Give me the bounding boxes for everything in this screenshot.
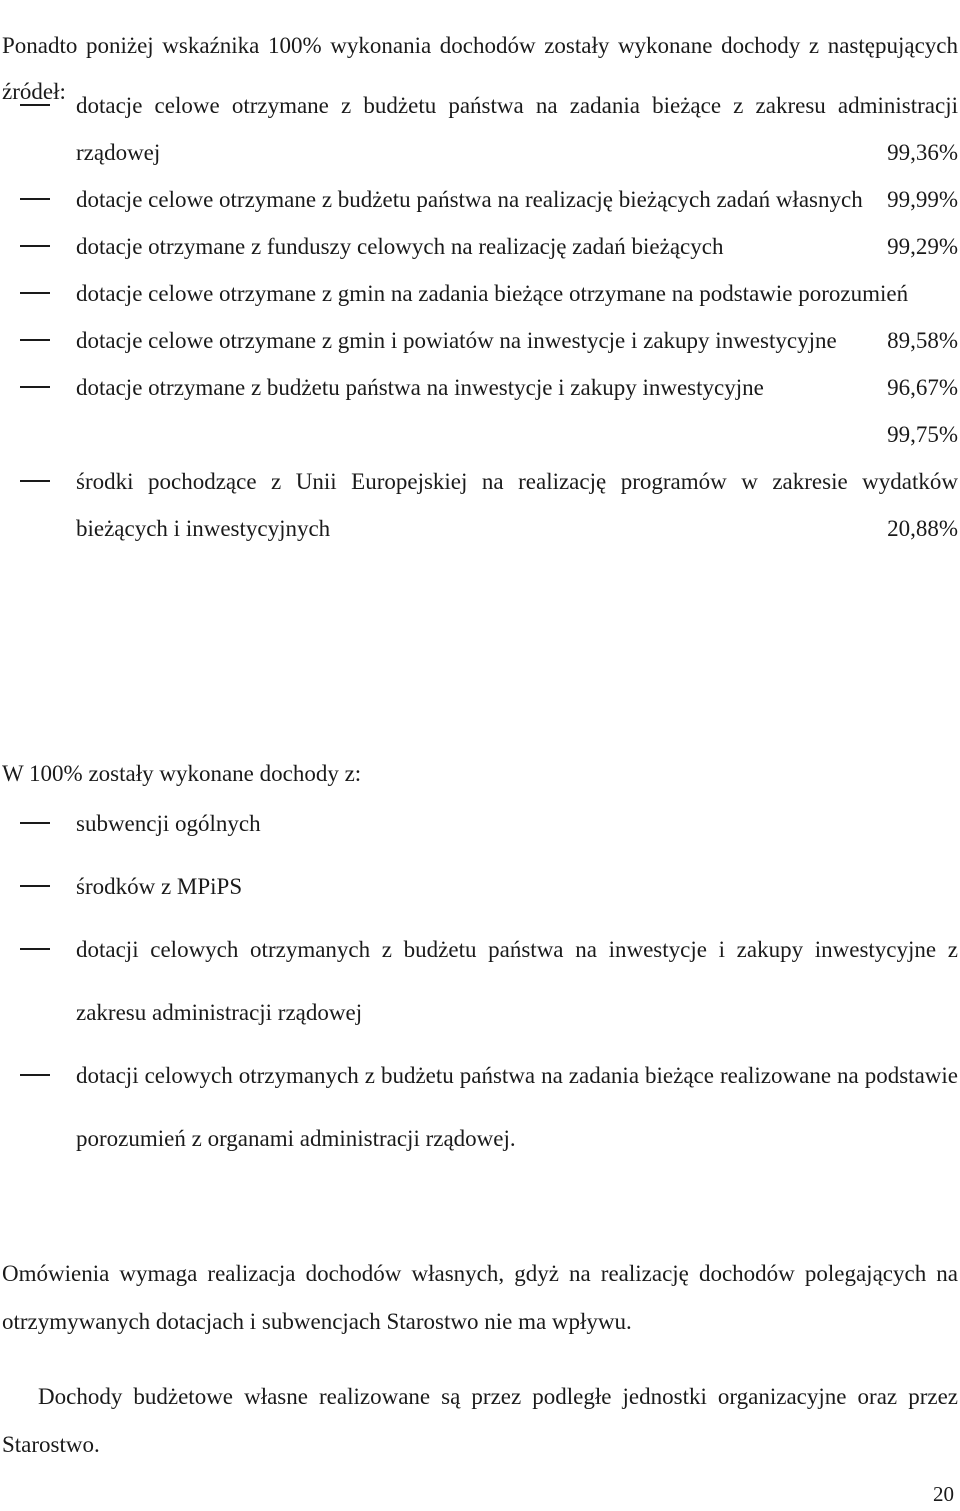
list-item bbox=[0, 82, 960, 176]
dash-bullet-icon bbox=[20, 339, 50, 341]
list-item-text: środków z MPiPS bbox=[76, 874, 243, 899]
list-item-text: dotacje otrzymane z funduszy celowych na realizację zadań bieżących bbox=[76, 234, 724, 259]
list-item bbox=[0, 364, 960, 458]
page-number: 20 bbox=[933, 1482, 954, 1506]
list-item bbox=[0, 855, 960, 918]
list-item bbox=[0, 223, 960, 270]
dash-bullet-icon bbox=[20, 386, 50, 388]
dash-bullet-icon bbox=[20, 885, 50, 887]
dash-bullet-icon bbox=[20, 822, 50, 824]
list-item bbox=[0, 792, 960, 855]
list-item-text: dotacje otrzymane z budżetu państwa na inwestycje i zakupy inwestycyjne bbox=[76, 375, 764, 400]
list-item bbox=[0, 918, 960, 1044]
intro-paragraph: Ponadto poniżej wskaźnika 100% wykonania dochodów zostały wykonane dochody z następujących źródeł: bbox=[2, 33, 958, 104]
list-item-text: środki pochodzące z Unii Europejskiej na realizację programów w zakresie wydatków bieżących i inwestycyjnych bbox=[76, 469, 958, 541]
dash-bullet-icon bbox=[20, 1074, 50, 1076]
list-item-text: dotacje celowe otrzymane z budżetu państwa na realizację bieżących zadań własnych bbox=[76, 187, 863, 212]
list-item-text: dotacji celowych otrzymanych z budżetu państwa na inwestycje i zakupy inwestycyjne z zakresu administracji rządowej bbox=[76, 937, 958, 1025]
list-item-text: subwencji ogólnych bbox=[76, 811, 261, 836]
budget-income-paragraph: Dochody budżetowe własne realizowane są przez podległe jednostki organizacyjne oraz przez Starostwo. bbox=[2, 1384, 958, 1457]
percentage-value: 89,58% bbox=[887, 328, 958, 353]
list-item-text: dotacje celowe otrzymane z budżetu państwa na zadania bieżące z zakresu administracji rządowej bbox=[76, 93, 958, 165]
percentage-value: 96,67% bbox=[887, 375, 958, 400]
dash-bullet-icon bbox=[20, 292, 50, 294]
list-item bbox=[0, 458, 960, 552]
list-item bbox=[0, 1044, 960, 1170]
percentage-value: 99,99% bbox=[887, 187, 958, 212]
full-execution-intro: W 100% zostały wykonane dochody z: bbox=[2, 761, 362, 786]
full-execution-list bbox=[0, 792, 960, 1170]
dash-bullet-icon bbox=[20, 245, 50, 247]
dash-bullet-icon bbox=[20, 198, 50, 200]
dash-bullet-icon bbox=[20, 480, 50, 482]
percentage-value: 99,36% bbox=[887, 140, 958, 165]
dash-bullet-icon bbox=[20, 948, 50, 950]
list-item bbox=[0, 176, 960, 223]
list-item-text: dotacje celowe otrzymane z gmin na zadania bieżące otrzymane na podstawie porozumień bbox=[76, 281, 909, 306]
percentage-value: 99,29% bbox=[887, 234, 958, 259]
dash-bullet-icon bbox=[20, 104, 50, 106]
percentage-value: 99,75% bbox=[887, 422, 958, 447]
own-income-paragraph: Omówienia wymaga realizacja dochodów własnych, gdyż na realizację dochodów polegających na otrzymywanych dotacjach i subwencjach Starostwo nie ma wpływu. bbox=[2, 1261, 958, 1334]
list-item-text: dotacji celowych otrzymanych z budżetu państwa na zadania bieżące realizowane na podstawie porozumień z organami administracji rządowej. bbox=[76, 1063, 958, 1151]
percentage-value: 20,88% bbox=[887, 516, 958, 541]
list-item-text: dotacje celowe otrzymane z gmin i powiatów na inwestycje i zakupy inwestycyjne bbox=[76, 328, 837, 353]
below-100-list bbox=[0, 82, 960, 552]
